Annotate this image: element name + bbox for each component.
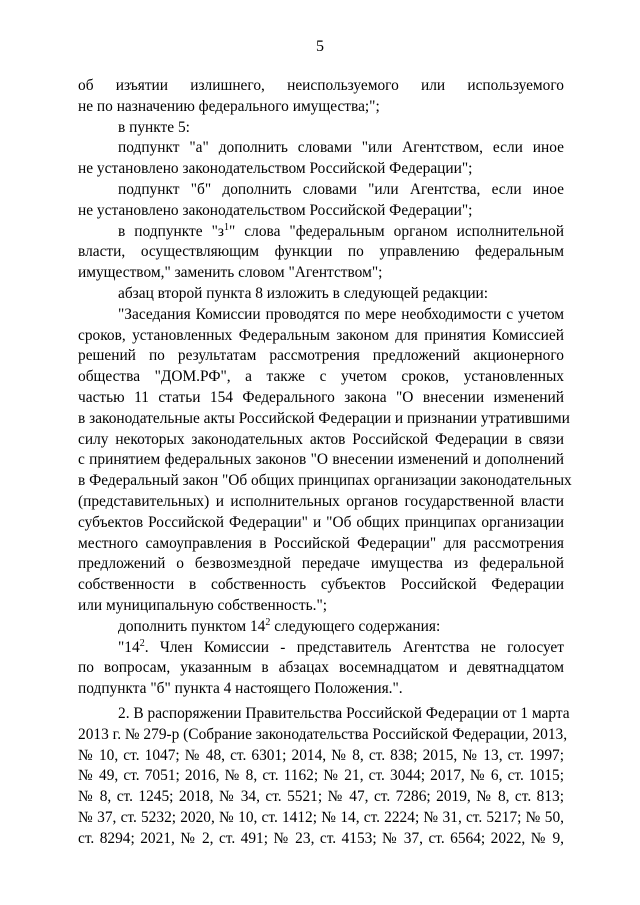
text-line: подпункта "б" пункта 4 настоящего Положения.". — [78, 680, 403, 698]
text-fragment: " слова "федеральным органом исполнительной — [229, 222, 564, 240]
text-line: об изъятии излишнего, неиспользуемого или используемого — [78, 77, 564, 94]
text-line: подпункт "а" дополнить словами "или Агентством, если иное — [118, 139, 564, 157]
text-line: местного самоуправления в Российской Федерации" для рассмотрения — [78, 534, 564, 552]
text-line: 2013 г. № 279-р (Собрание законодательства Российской Федерации, 2013, — [78, 725, 568, 743]
text-line — [78, 638, 564, 659]
text-line: силу некоторых законодательных актов Российской Федерации в связи — [78, 430, 564, 448]
text-line: власти, осуществляющим функции по управлению федеральным — [78, 243, 564, 261]
text-line: предложений о безвозмездной передаче имущества из федеральной — [78, 555, 564, 573]
text-line: 2. В распоряжении Правительства Российской Федерации от 1 марта — [118, 704, 570, 722]
text-line: не по назначению федерального имущества;"; — [78, 97, 380, 115]
text-line: собственности в собственность субъектов Российской Федерации — [78, 576, 564, 594]
text-line: ст. 8294; 2021, № 2, ст. 491; № 23, ст. 4153; № 37, ст. 6564; 2022, № 9, — [78, 829, 564, 847]
text-line: или муниципальную собственность."; — [78, 596, 328, 614]
text-fragment: "14 — [118, 638, 140, 656]
text-line: (представительных) и исполнительных органов государственной власти — [78, 492, 564, 510]
text-line: № 37, ст. 5232; 2020, № 10, ст. 1412; № 14, ст. 2224; № 31, ст. 5217; № 50, — [78, 808, 564, 826]
text-line: в законодательные акты Российской Федерации и признании утратившими — [78, 409, 570, 427]
text-line: № 10, ст. 1047; № 48, ст. 6301; 2014, № 8, ст. 838; 2015, № 13, ст. 1997; — [78, 746, 564, 764]
text-line: в Федеральный закон "Об общих принципах организации законодательных — [78, 472, 572, 490]
text-fragment: дополнить пунктом 14 — [118, 617, 266, 635]
text-line: не установлено законодательством Российской Федерации"; — [78, 201, 473, 219]
text-line — [78, 222, 564, 243]
text-line: "Заседания Комиссии проводятся по мере необходимости с учетом — [118, 305, 564, 323]
text-fragment: следующего содержания: — [270, 617, 441, 635]
text-line: общества "ДОМ.РФ", а также с учетом сроков, установленных — [78, 368, 564, 386]
superscript: 2 — [139, 637, 145, 649]
text-fragment: . Член Комиссии - представитель Агентства не голосует — [144, 638, 564, 656]
document-body — [78, 76, 572, 849]
text-line: частью 11 статьи 154 Федерального закона "О внесении изменений — [78, 388, 564, 406]
text-line: № 49, ст. 7051; 2016, № 8, ст. 1162; № 21, ст. 3044; 2017, № 6, ст. 1015; — [78, 767, 564, 785]
superscript: 2 — [265, 616, 271, 628]
text-line: в пункте 5: — [118, 118, 190, 136]
superscript: 1 — [224, 221, 229, 233]
text-line: решений по результатам рассмотрения предложений акционерного — [78, 347, 564, 365]
text-line: абзац второй пункта 8 изложить в следующей редакции: — [118, 284, 489, 302]
text-line: имуществом," заменить словом "Агентством"; — [78, 264, 383, 282]
text-line: № 8, ст. 1245; 2018, № 34, ст. 5521; № 47, ст. 7286; 2019, № 8, ст. 813; — [78, 788, 564, 806]
text-line — [78, 617, 564, 638]
text-line: субъектов Российской Федерации" и "Об общих принципах организации — [78, 513, 564, 531]
text-line: не установлено законодательством Российской Федерации"; — [78, 160, 473, 178]
text-line: подпункт "б" дополнить словами "или Агентства, если иное — [118, 180, 564, 198]
text-line: с принятием федеральных законов "О внесении изменений и дополнений — [78, 451, 564, 469]
text-line: по вопросам, указанным в абзацах восемнадцатом и девятнадцатом — [78, 659, 564, 677]
text-line: сроков, установленных Федеральным законом для принятия Комиссией — [78, 326, 564, 344]
page-number: 5 — [316, 38, 324, 55]
text-fragment: в подпункте "з — [118, 222, 224, 240]
